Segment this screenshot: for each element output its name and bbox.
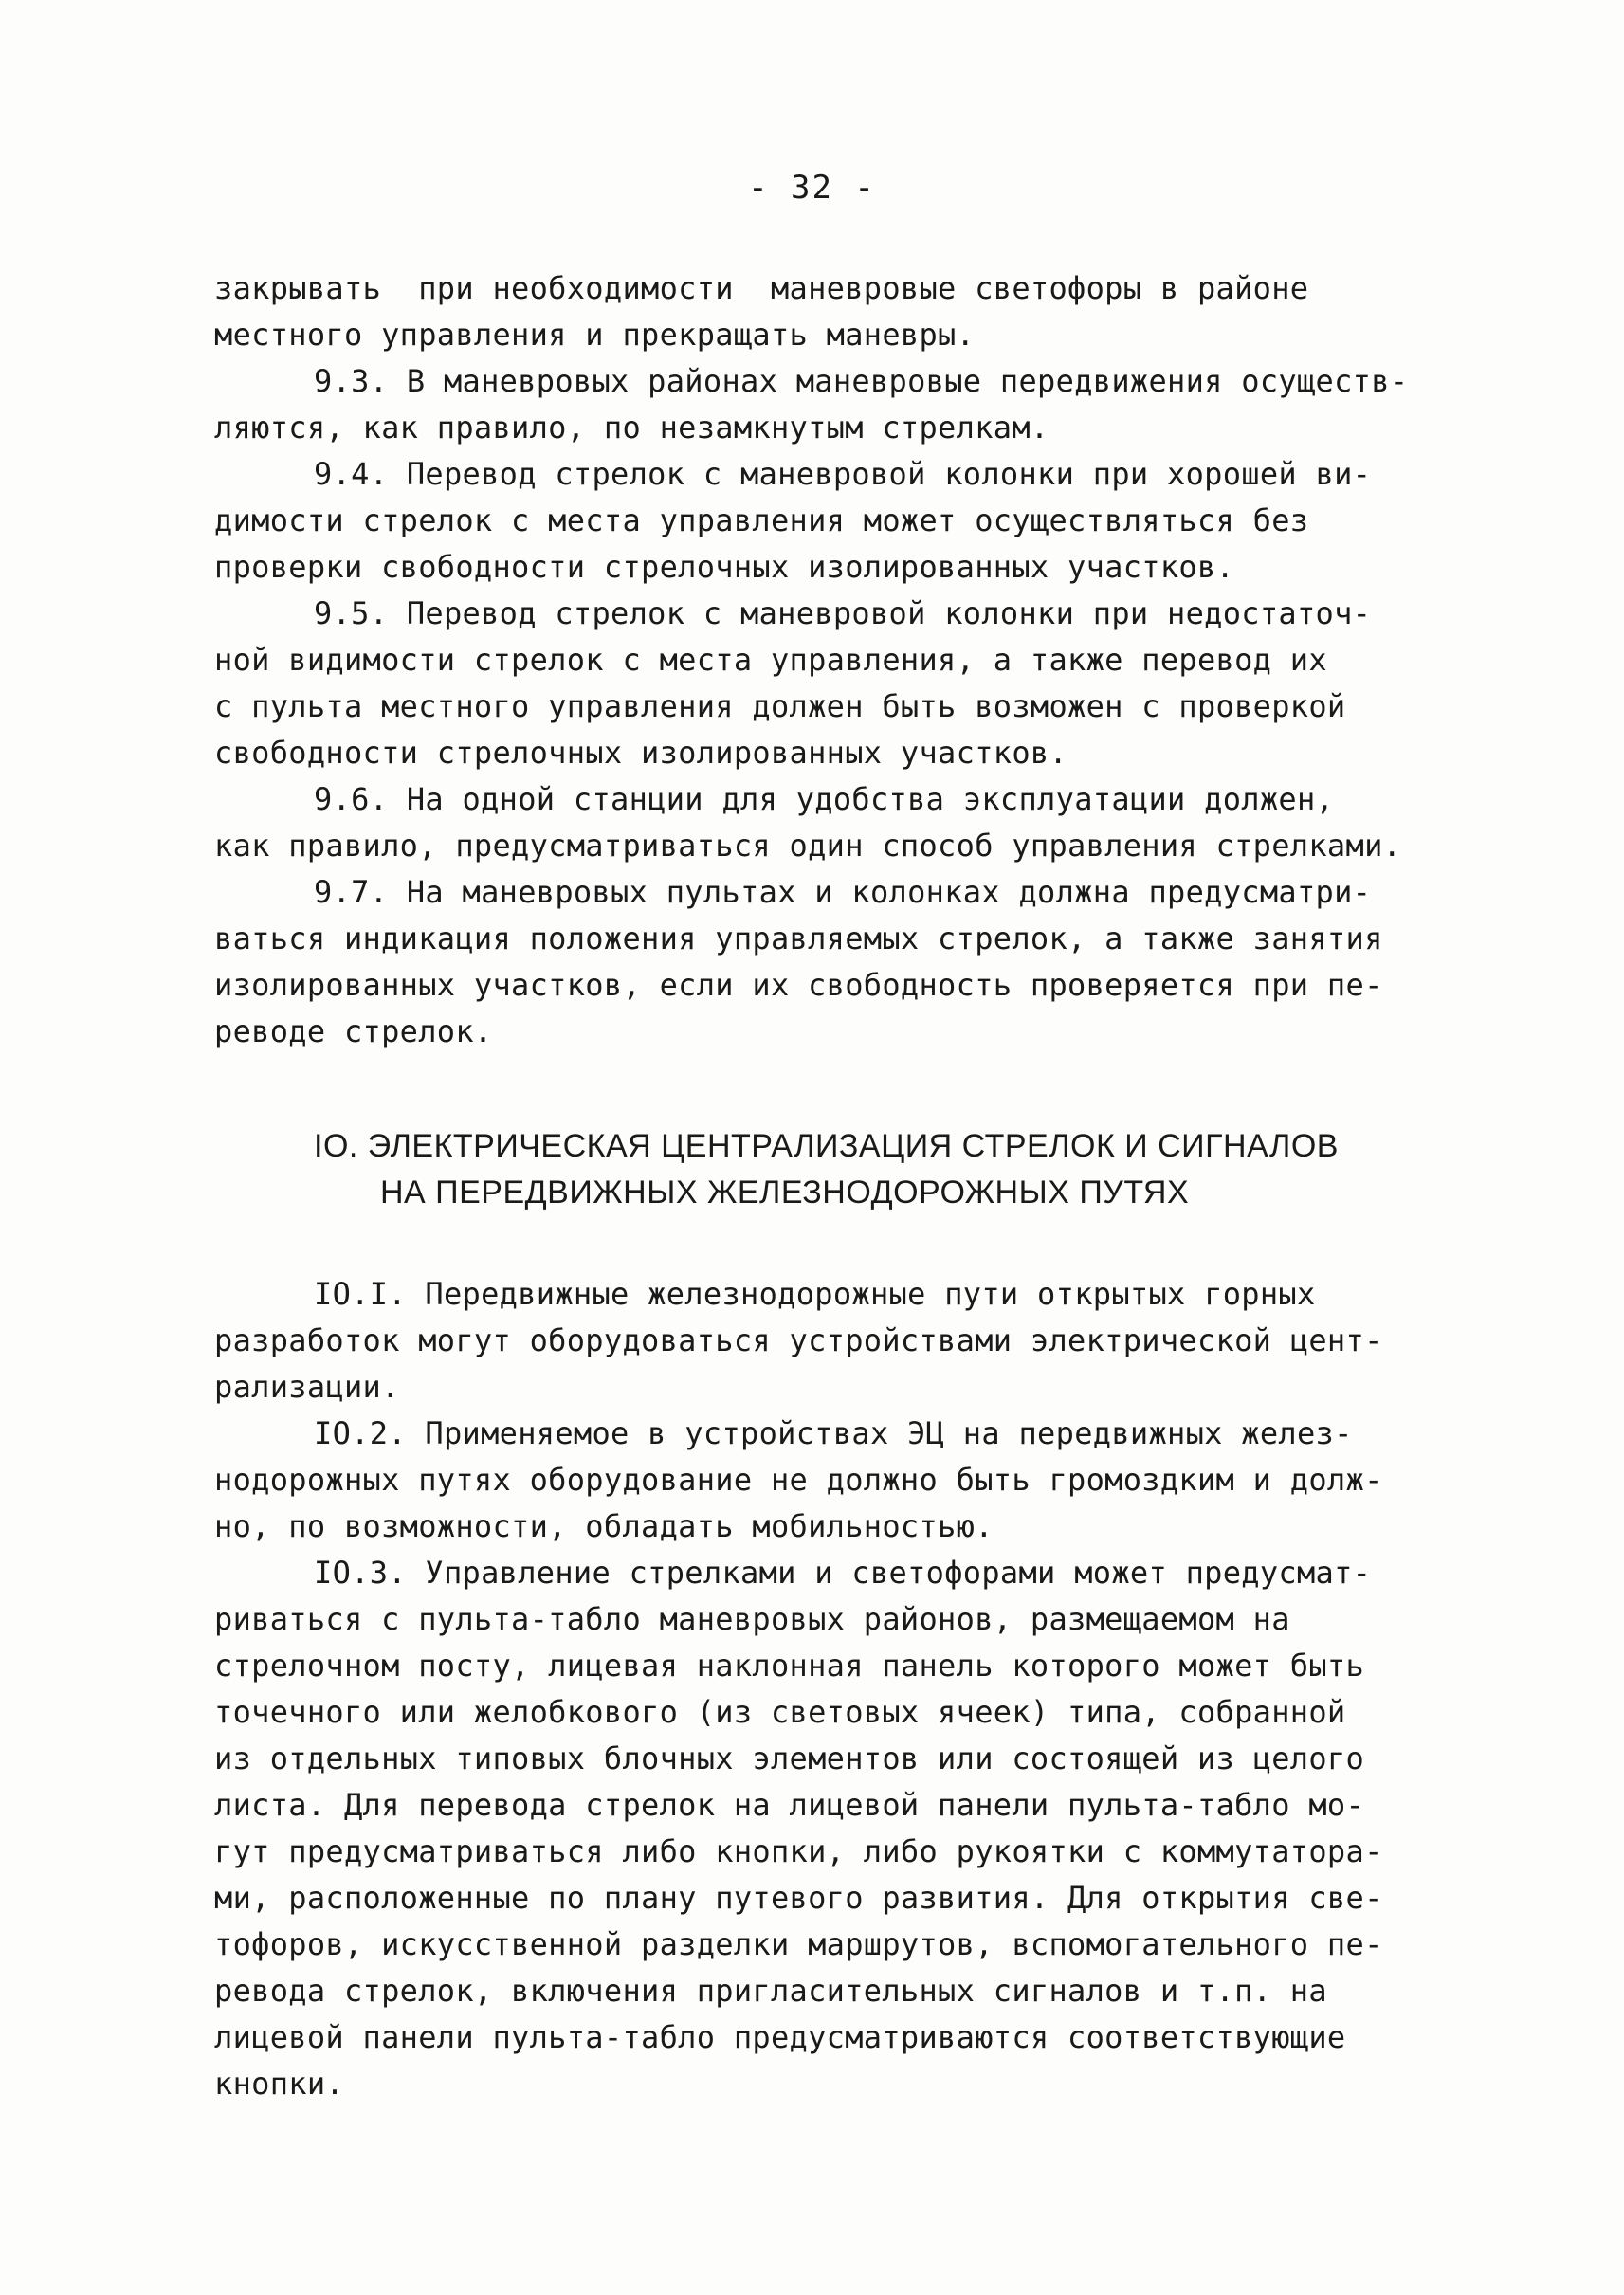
text-line: нодорожных путях оборудование не должно быть громоздким и долж-: [214, 1462, 1383, 1498]
text-line: ной видимости стрелок с места управления, а также перевод их: [214, 642, 1327, 678]
text-line: из отдельных типовых блочных элементов или состоящей из целого: [214, 1740, 1365, 1776]
text-line: как правило, предусматриваться один способ управления стрелками.: [214, 828, 1402, 864]
text-line: IO.I. Передвижные железнодорожные пути открытых горных: [314, 1276, 1316, 1312]
text-line: ревода стрелок, включения пригласительных сигналов и т.п. на: [214, 1973, 1327, 2009]
text-line: лицевой панели пульта-табло предусматриваются соответствующие: [214, 2019, 1346, 2055]
clause-10-3: [214, 1550, 1447, 2107]
text-line: но, по возможности, обладать мобильностью.: [214, 1508, 994, 1544]
section-title-line: НА ПЕРЕДВИЖНЫХ ЖЕЛЕЗНОДОРОЖНЫХ ПУТЯХ: [380, 1175, 1190, 1211]
clause-9-6: [214, 776, 1447, 869]
text-line: рализации.: [214, 1369, 400, 1405]
section-title-line: IO. ЭЛЕКТРИЧЕСКАЯ ЦЕНТРАЛИЗАЦИЯ СТРЕЛОК И СИГНАЛОВ: [314, 1128, 1339, 1164]
text-line: листа. Для перевода стрелок на лицевой панели пульта-табло мо-: [214, 1787, 1365, 1823]
text-line: 9.5. Перевод стрелок с маневровой колонки при недостаточ-: [314, 595, 1372, 631]
text-line: 9.3. В маневровых районах маневровые передвижения осуществ-: [314, 363, 1409, 399]
clause-9-3: [214, 358, 1447, 451]
clause-9-4: [214, 451, 1447, 591]
section-heading: [214, 1123, 1447, 1216]
text-line: местного управления и прекращать маневры.: [214, 317, 976, 353]
spacer: [214, 1055, 1447, 1123]
text-line: гут предусматриваться либо кнопки, либо рукоятки с коммутатора-: [214, 1833, 1383, 1869]
text-line: 9.4. Перевод стрелок с маневровой колонки при хорошей ви-: [314, 456, 1372, 492]
spacer: [214, 1216, 1447, 1271]
text-line: IO.3. Управление стрелками и светофорами может предусмат-: [314, 1555, 1372, 1591]
text-line: разработок могут оборудоваться устройствами электрической цент-: [214, 1322, 1383, 1358]
text-line: тофоров, искусственной разделки маршрутов, вспомогательного пе-: [214, 1926, 1383, 1962]
text-line: точечного или желобкового (из световых ячеек) типа, собранной: [214, 1694, 1346, 1730]
page-body: [214, 265, 1447, 2107]
text-line: кнопки.: [214, 2066, 344, 2102]
text-line: димости стрелок с места управления может осуществляться без: [214, 502, 1309, 538]
page-number: - 32 -: [748, 169, 876, 207]
text-line: 9.7. На маневровых пультах и колонках должна предусматри-: [314, 874, 1372, 910]
text-line: IO.2. Применяемое в устройствах ЭЦ на передвижных желез-: [314, 1415, 1353, 1451]
clause-9-7: [214, 869, 1447, 1055]
text-line: закрывать при необходимости маневровые светофоры в районе: [214, 270, 1309, 306]
text-line: 9.6. На одной станции для удобства эксплуатации должен,: [314, 781, 1335, 817]
clause-10-1: [214, 1271, 1447, 1411]
text-line: стрелочном посту, лицевая наклонная панель которого может быть: [214, 1648, 1365, 1684]
text-line: ми, расположенные по плану путевого развития. Для открытия све-: [214, 1880, 1383, 1916]
text-line: свободности стрелочных изолированных участков.: [214, 735, 1068, 771]
clause-10-2: [214, 1411, 1447, 1550]
text-line: ляются, как правило, по незамкнутым стрелкам.: [214, 410, 1049, 446]
text-line: изолированных участков, если их свободность проверяется при пе-: [214, 967, 1383, 1003]
text-line: проверки свободности стрелочных изолированных участков.: [214, 549, 1235, 585]
clause-9-5: [214, 591, 1447, 776]
text-line: с пульта местного управления должен быть возможен с проверкой: [214, 688, 1346, 724]
text-line: реводе стрелок.: [214, 1013, 493, 1049]
text-line: риваться с пульта-табло маневровых районов, размещаемом на: [214, 1601, 1290, 1637]
text-line: ваться индикация положения управляемых стрелок, а также занятия: [214, 920, 1383, 956]
